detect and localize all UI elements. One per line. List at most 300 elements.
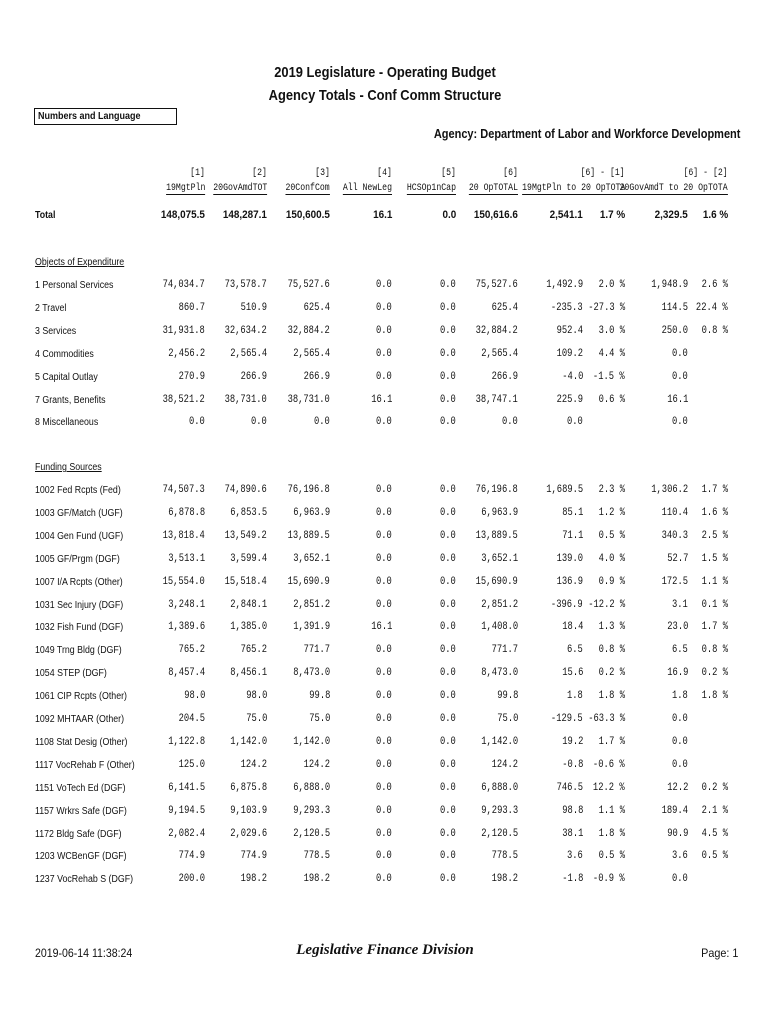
table-cell: 0.0 bbox=[376, 576, 392, 588]
table-cell: 510.9 bbox=[240, 302, 267, 314]
table-cell: 85.1 bbox=[561, 507, 583, 519]
table-cell: 0.0 bbox=[376, 416, 392, 428]
table-cell: 8,473.0 bbox=[293, 667, 330, 679]
table-cell: 32,884.2 bbox=[475, 325, 518, 337]
table-cell: 6,141.5 bbox=[168, 782, 205, 794]
table-cell: 6,878.8 bbox=[168, 507, 205, 519]
table-cell: 0.0 bbox=[251, 416, 267, 428]
table-cell: 16.1 bbox=[370, 621, 392, 633]
table-cell: 3,513.1 bbox=[168, 553, 205, 565]
table-cell: 6,963.9 bbox=[293, 507, 330, 519]
table-cell: 139.0 bbox=[556, 553, 583, 565]
table-cell: 0.0 bbox=[440, 713, 456, 725]
table-cell: 38,747.1 bbox=[475, 394, 518, 406]
table-cell: 2,848.1 bbox=[230, 599, 267, 611]
table-cell: 0.9 % bbox=[598, 576, 625, 588]
table-cell: 1.8 % bbox=[598, 690, 625, 702]
table-cell: 32,634.2 bbox=[224, 325, 267, 337]
column-name: All NewLeg bbox=[342, 182, 392, 194]
column-name: 20 OpTOTAL bbox=[468, 182, 518, 194]
table-cell: 0.0 bbox=[440, 553, 456, 565]
table-cell: 38.1 bbox=[561, 828, 583, 840]
table-cell: 0.0 bbox=[440, 667, 456, 679]
table-cell: 2,456.2 bbox=[168, 348, 205, 360]
table-cell: 1.2 % bbox=[598, 507, 625, 519]
column-number: [6] - [1] bbox=[580, 167, 625, 179]
column-name: HCSOp1nCap bbox=[406, 182, 456, 194]
table-cell: 1,408.0 bbox=[481, 621, 518, 633]
table-cell: 0.0 bbox=[376, 873, 392, 885]
row-label: 1117 VocRehab F (Other) bbox=[35, 760, 135, 771]
table-cell: 16.1 bbox=[370, 394, 392, 406]
table-cell: 0.0 bbox=[567, 416, 583, 428]
table-cell: 778.5 bbox=[303, 850, 330, 862]
table-cell: 124.2 bbox=[240, 759, 267, 771]
table-cell: 23.0 bbox=[666, 621, 688, 633]
table-cell: 3,652.1 bbox=[481, 553, 518, 565]
table-cell: 1,391.9 bbox=[293, 621, 330, 633]
table-cell: 0.0 bbox=[440, 621, 456, 633]
table-cell: 0.0 bbox=[376, 484, 392, 496]
column-number: [2] bbox=[252, 167, 267, 179]
table-cell: 8,456.1 bbox=[230, 667, 267, 679]
table-cell: 0.0 bbox=[672, 371, 688, 383]
table-cell: 15.6 bbox=[561, 667, 583, 679]
table-cell: 0.0 bbox=[314, 416, 330, 428]
table-cell: 0.0 bbox=[376, 371, 392, 383]
table-cell: 0.2 % bbox=[598, 667, 625, 679]
table-cell: 2,120.5 bbox=[481, 828, 518, 840]
table-cell: -1.5 % bbox=[593, 371, 625, 383]
row-label: 1203 WCBenGF (DGF) bbox=[35, 851, 127, 862]
table-cell: 3,599.4 bbox=[230, 553, 267, 565]
table-cell: 0.0 bbox=[440, 599, 456, 611]
table-cell: 0.0 bbox=[672, 759, 688, 771]
table-cell: 8,457.4 bbox=[168, 667, 205, 679]
table-cell: 16.9 bbox=[666, 667, 688, 679]
table-cell: 266.9 bbox=[491, 371, 518, 383]
table-cell: 1,122.8 bbox=[168, 736, 205, 748]
table-cell: 0.0 bbox=[440, 484, 456, 496]
table-cell: 16.1 bbox=[666, 394, 688, 406]
table-cell: 0.0 bbox=[672, 416, 688, 428]
table-cell: 15,690.9 bbox=[475, 576, 518, 588]
numbers-language-box bbox=[34, 108, 177, 125]
table-cell: 124.2 bbox=[491, 759, 518, 771]
table-cell: 266.9 bbox=[240, 371, 267, 383]
row-label: 7 Grants, Benefits bbox=[35, 395, 106, 406]
table-cell: 778.5 bbox=[491, 850, 518, 862]
row-label: 1092 MHTAAR (Other) bbox=[35, 714, 125, 725]
column-number: [5] bbox=[441, 167, 456, 179]
row-label: 1031 Sec Injury (DGF) bbox=[35, 600, 124, 611]
table-cell: 2.6 % bbox=[701, 279, 728, 291]
table-cell: 0.0 bbox=[440, 759, 456, 771]
table-cell: 0.0 bbox=[376, 599, 392, 611]
table-cell: 771.7 bbox=[491, 644, 518, 656]
table-cell: 0.0 bbox=[376, 302, 392, 314]
table-cell: 0.0 bbox=[440, 828, 456, 840]
column-number: [4] bbox=[377, 167, 392, 179]
table-cell: 0.0 bbox=[376, 667, 392, 679]
table-cell: 0.0 bbox=[376, 713, 392, 725]
table-cell: 0.0 bbox=[440, 416, 456, 428]
table-cell: -12.2 % bbox=[588, 599, 625, 611]
table-cell: 98.0 bbox=[183, 690, 205, 702]
table-cell: 225.9 bbox=[556, 394, 583, 406]
table-cell: 6.5 bbox=[672, 644, 688, 656]
row-label: 1005 GF/Prgm (DGF) bbox=[35, 554, 120, 565]
table-cell: 74,890.6 bbox=[224, 484, 267, 496]
table-cell: 0.0 bbox=[440, 279, 456, 291]
table-cell: 76,196.8 bbox=[287, 484, 330, 496]
table-cell: 9,103.9 bbox=[230, 805, 267, 817]
table-cell: 109.2 bbox=[556, 348, 583, 360]
table-cell: 765.2 bbox=[178, 644, 205, 656]
table-cell: 12.2 bbox=[666, 782, 688, 794]
section-heading: Funding Sources bbox=[35, 462, 102, 473]
column-name: 19MgtPln to 20 OpTOTA bbox=[521, 182, 625, 194]
table-cell: 2.0 % bbox=[598, 279, 625, 291]
table-cell: 0.0 bbox=[376, 553, 392, 565]
table-cell: 98.0 bbox=[245, 690, 267, 702]
table-cell: 136.9 bbox=[556, 576, 583, 588]
table-cell: 3.6 bbox=[567, 850, 583, 862]
table-cell: 0.2 % bbox=[701, 782, 728, 794]
table-cell: 0.6 % bbox=[598, 394, 625, 406]
table-cell: 0.0 bbox=[440, 736, 456, 748]
table-cell: 1.8 % bbox=[701, 690, 728, 702]
table-cell: 1,689.5 bbox=[546, 484, 583, 496]
table-cell: 0.0 bbox=[440, 302, 456, 314]
table-cell: 1.6 % bbox=[701, 507, 728, 519]
table-cell: 99.8 bbox=[308, 690, 330, 702]
column-number: [6] bbox=[503, 167, 518, 179]
table-cell: 125.0 bbox=[178, 759, 205, 771]
table-cell: 74,507.3 bbox=[162, 484, 205, 496]
table-cell: 1,142.0 bbox=[230, 736, 267, 748]
table-cell: 9,194.5 bbox=[168, 805, 205, 817]
table-cell: 0.0 bbox=[376, 325, 392, 337]
table-cell: 13,549.2 bbox=[224, 530, 267, 542]
table-cell: 124.2 bbox=[303, 759, 330, 771]
table-cell: 2,120.5 bbox=[293, 828, 330, 840]
table-cell: 0.0 bbox=[502, 416, 518, 428]
total-cell: 1.6 % bbox=[702, 209, 728, 221]
row-label: 1004 Gen Fund (UGF) bbox=[35, 531, 124, 542]
table-cell: 1,492.9 bbox=[546, 279, 583, 291]
table-cell: 2,851.2 bbox=[481, 599, 518, 611]
numbers-language-label: Numbers and Language bbox=[38, 111, 141, 122]
row-label: 1007 I/A Rcpts (Other) bbox=[35, 577, 123, 588]
table-cell: 1.8 % bbox=[598, 828, 625, 840]
table-cell: 4.4 % bbox=[598, 348, 625, 360]
table-cell: 0.0 bbox=[440, 644, 456, 656]
total-cell: 148,287.1 bbox=[222, 209, 267, 221]
table-cell: 1,948.9 bbox=[651, 279, 688, 291]
table-cell: 625.4 bbox=[491, 302, 518, 314]
table-cell: 952.4 bbox=[556, 325, 583, 337]
footer-date: 2019-06-14 11:38:24 bbox=[35, 946, 133, 960]
row-label: 1108 Stat Desig (Other) bbox=[35, 737, 128, 748]
agency-name: Agency: Department of Labor and Workforce Development bbox=[433, 127, 740, 141]
table-cell: 0.8 % bbox=[701, 325, 728, 337]
table-cell: 771.7 bbox=[303, 644, 330, 656]
table-cell: 38,521.2 bbox=[162, 394, 205, 406]
table-cell: -0.8 bbox=[561, 759, 583, 771]
total-cell: 148,075.5 bbox=[160, 209, 205, 221]
row-label: 8 Miscellaneous bbox=[35, 417, 99, 428]
table-cell: 1,306.2 bbox=[651, 484, 688, 496]
table-cell: 15,690.9 bbox=[287, 576, 330, 588]
table-cell: 6.5 bbox=[567, 644, 583, 656]
table-cell: 340.3 bbox=[661, 530, 688, 542]
table-cell: 860.7 bbox=[178, 302, 205, 314]
table-cell: 0.0 bbox=[440, 690, 456, 702]
row-label: 1157 Wrkrs Safe (DGF) bbox=[35, 806, 127, 817]
table-cell: 2,565.4 bbox=[230, 348, 267, 360]
table-cell: 2.3 % bbox=[598, 484, 625, 496]
table-cell: 0.0 bbox=[376, 644, 392, 656]
table-cell: -396.9 bbox=[551, 599, 583, 611]
total-cell: 16.1 bbox=[372, 209, 392, 221]
table-cell: 3.0 % bbox=[598, 325, 625, 337]
row-label: 3 Services bbox=[35, 326, 77, 337]
table-cell: 765.2 bbox=[240, 644, 267, 656]
table-cell: 0.0 bbox=[376, 782, 392, 794]
table-cell: -129.5 bbox=[551, 713, 583, 725]
table-cell: 2,565.4 bbox=[481, 348, 518, 360]
row-label: 1151 VoTech Ed (DGF) bbox=[35, 783, 126, 794]
table-cell: 4.5 % bbox=[701, 828, 728, 840]
table-cell: 6,875.8 bbox=[230, 782, 267, 794]
table-cell: 31,931.8 bbox=[162, 325, 205, 337]
row-label: 1054 STEP (DGF) bbox=[35, 668, 107, 679]
table-cell: 0.0 bbox=[440, 530, 456, 542]
table-cell: 76,196.8 bbox=[475, 484, 518, 496]
table-cell: 1.1 % bbox=[701, 576, 728, 588]
report-subtitle: Agency Totals - Conf Comm Structure bbox=[268, 87, 502, 104]
table-cell: 110.4 bbox=[661, 507, 688, 519]
table-cell: 0.0 bbox=[440, 325, 456, 337]
table-cell: 1.1 % bbox=[598, 805, 625, 817]
table-cell: 0.0 bbox=[440, 873, 456, 885]
table-cell: -4.0 bbox=[561, 371, 583, 383]
table-cell: 22.4 % bbox=[696, 302, 728, 314]
table-cell: 19.2 bbox=[561, 736, 583, 748]
column-name: 20ConfCom bbox=[285, 182, 330, 194]
table-cell: 0.5 % bbox=[598, 530, 625, 542]
table-cell: -235.3 bbox=[551, 302, 583, 314]
table-cell: 114.5 bbox=[661, 302, 688, 314]
table-cell: 75.0 bbox=[245, 713, 267, 725]
table-cell: 73,578.7 bbox=[224, 279, 267, 291]
table-cell: 75,527.6 bbox=[475, 279, 518, 291]
table-cell: -27.3 % bbox=[588, 302, 625, 314]
table-cell: 0.2 % bbox=[701, 667, 728, 679]
row-label: 1 Personal Services bbox=[35, 280, 114, 291]
table-cell: 3.6 bbox=[672, 850, 688, 862]
table-cell: 0.0 bbox=[376, 759, 392, 771]
table-cell: 0.0 bbox=[376, 279, 392, 291]
table-cell: 8,473.0 bbox=[481, 667, 518, 679]
table-cell: 0.0 bbox=[189, 416, 205, 428]
row-label: 1002 Fed Rcpts (Fed) bbox=[35, 485, 121, 496]
table-cell: 2.1 % bbox=[701, 805, 728, 817]
table-cell: 6,963.9 bbox=[481, 507, 518, 519]
table-cell: 90.9 bbox=[666, 828, 688, 840]
table-cell: 6,888.0 bbox=[481, 782, 518, 794]
table-cell: 0.8 % bbox=[598, 644, 625, 656]
table-cell: 625.4 bbox=[303, 302, 330, 314]
table-cell: 0.0 bbox=[440, 507, 456, 519]
report-title: 2019 Legislature - Operating Budget bbox=[274, 64, 496, 81]
total-cell: 2,541.1 bbox=[549, 209, 583, 221]
table-cell: 75.0 bbox=[308, 713, 330, 725]
total-cell: 150,616.6 bbox=[473, 209, 518, 221]
table-cell: 1,389.6 bbox=[168, 621, 205, 633]
table-cell: 4.0 % bbox=[598, 553, 625, 565]
table-cell: 0.0 bbox=[376, 530, 392, 542]
table-cell: 189.4 bbox=[661, 805, 688, 817]
table-cell: 746.5 bbox=[556, 782, 583, 794]
table-cell: 1.8 bbox=[672, 690, 688, 702]
row-label: 1172 Bldg Safe (DGF) bbox=[35, 829, 122, 840]
table-cell: 270.9 bbox=[178, 371, 205, 383]
table-cell: 774.9 bbox=[240, 850, 267, 862]
table-cell: 15,554.0 bbox=[162, 576, 205, 588]
table-cell: 0.0 bbox=[376, 805, 392, 817]
table-cell: -0.9 % bbox=[593, 873, 625, 885]
table-cell: 1.7 % bbox=[701, 621, 728, 633]
table-cell: 3.1 bbox=[672, 599, 688, 611]
table-cell: 13,889.5 bbox=[475, 530, 518, 542]
table-cell: 0.0 bbox=[376, 850, 392, 862]
table-cell: 172.5 bbox=[661, 576, 688, 588]
table-cell: 1.7 % bbox=[701, 484, 728, 496]
table-cell: 774.9 bbox=[178, 850, 205, 862]
table-cell: 0.0 bbox=[672, 873, 688, 885]
table-cell: 38,731.0 bbox=[224, 394, 267, 406]
table-cell: 2,565.4 bbox=[293, 348, 330, 360]
table-cell: 0.0 bbox=[440, 805, 456, 817]
table-cell: 198.2 bbox=[240, 873, 267, 885]
table-cell: 0.0 bbox=[672, 736, 688, 748]
total-cell: 2,329.5 bbox=[654, 209, 688, 221]
row-label: 1003 GF/Match (UGF) bbox=[35, 508, 123, 519]
table-cell: 0.1 % bbox=[701, 599, 728, 611]
table-cell: -63.3 % bbox=[588, 713, 625, 725]
table-cell: 75,527.6 bbox=[287, 279, 330, 291]
table-cell: 0.0 bbox=[440, 576, 456, 588]
total-cell: 150,600.5 bbox=[285, 209, 330, 221]
table-cell: 18.4 bbox=[561, 621, 583, 633]
table-cell: 6,853.5 bbox=[230, 507, 267, 519]
table-cell: 71.1 bbox=[561, 530, 583, 542]
table-cell: 0.5 % bbox=[701, 850, 728, 862]
table-cell: 75.0 bbox=[496, 713, 518, 725]
column-name: 19MgtPln bbox=[165, 182, 205, 194]
table-cell: -0.6 % bbox=[593, 759, 625, 771]
table-cell: 6,888.0 bbox=[293, 782, 330, 794]
table-cell: 0.0 bbox=[376, 507, 392, 519]
table-cell: 0.0 bbox=[440, 348, 456, 360]
row-label: 1049 Trng Bldg (DGF) bbox=[35, 645, 122, 656]
table-cell: 3,652.1 bbox=[293, 553, 330, 565]
row-label: 1061 CIP Rcpts (Other) bbox=[35, 691, 127, 702]
table-cell: 200.0 bbox=[178, 873, 205, 885]
row-label: 4 Commodities bbox=[35, 349, 94, 360]
row-label: 1237 VocRehab S (DGF) bbox=[35, 874, 134, 885]
column-name: 20GovAmdT to 20 OpTOTA bbox=[619, 182, 728, 194]
table-cell: 13,889.5 bbox=[287, 530, 330, 542]
table-cell: 3,248.1 bbox=[168, 599, 205, 611]
table-cell: 1,385.0 bbox=[230, 621, 267, 633]
table-cell: 0.0 bbox=[376, 690, 392, 702]
table-cell: 0.8 % bbox=[701, 644, 728, 656]
table-cell: 2,851.2 bbox=[293, 599, 330, 611]
table-cell: 0.0 bbox=[672, 713, 688, 725]
table-cell: 0.0 bbox=[440, 394, 456, 406]
table-cell: 0.0 bbox=[376, 828, 392, 840]
footer-page: Page: 1 bbox=[700, 946, 738, 960]
table-cell: 250.0 bbox=[661, 325, 688, 337]
table-cell: 0.0 bbox=[440, 371, 456, 383]
table-cell: 1.8 bbox=[567, 690, 583, 702]
table-cell: 1.7 % bbox=[598, 736, 625, 748]
table-cell: 1.3 % bbox=[598, 621, 625, 633]
row-label: 2 Travel bbox=[35, 303, 67, 314]
table-cell: 0.5 % bbox=[598, 850, 625, 862]
table-cell: 0.0 bbox=[376, 736, 392, 748]
table-cell: 98.8 bbox=[561, 805, 583, 817]
table-cell: 9,293.3 bbox=[481, 805, 518, 817]
column-name: 20GovAmdTOT bbox=[212, 182, 267, 194]
table-cell: 0.0 bbox=[440, 850, 456, 862]
table-cell: 204.5 bbox=[178, 713, 205, 725]
total-cell: 0.0 bbox=[442, 209, 456, 221]
table-cell: 12.2 % bbox=[593, 782, 625, 794]
section-heading: Objects of Expenditure bbox=[35, 257, 125, 268]
table-cell: 1,142.0 bbox=[481, 736, 518, 748]
table-cell: 198.2 bbox=[303, 873, 330, 885]
table-cell: 2.5 % bbox=[701, 530, 728, 542]
column-number: [3] bbox=[315, 167, 330, 179]
table-cell: 0.0 bbox=[376, 348, 392, 360]
table-cell: 13,818.4 bbox=[162, 530, 205, 542]
table-cell: 2,029.6 bbox=[230, 828, 267, 840]
table-cell: 15,518.4 bbox=[224, 576, 267, 588]
column-number: [6] - [2] bbox=[683, 167, 728, 179]
table-cell: 52.7 bbox=[666, 553, 688, 565]
row-label: 5 Capital Outlay bbox=[35, 372, 98, 383]
total-cell: 1.7 % bbox=[599, 209, 625, 221]
column-number: [1] bbox=[190, 167, 205, 179]
table-cell: 1.5 % bbox=[701, 553, 728, 565]
row-label: 1032 Fish Fund (DGF) bbox=[35, 622, 124, 633]
table-cell: 38,731.0 bbox=[287, 394, 330, 406]
table-cell: 266.9 bbox=[303, 371, 330, 383]
table-cell: 99.8 bbox=[496, 690, 518, 702]
total-label: Total bbox=[35, 210, 56, 221]
table-cell: 2,082.4 bbox=[168, 828, 205, 840]
table-cell: 198.2 bbox=[491, 873, 518, 885]
table-cell: 9,293.3 bbox=[293, 805, 330, 817]
footer-division: Legislative Finance Division bbox=[296, 942, 474, 958]
table-cell: 74,034.7 bbox=[162, 279, 205, 291]
table-cell: 32,884.2 bbox=[287, 325, 330, 337]
table-cell: -1.8 bbox=[561, 873, 583, 885]
